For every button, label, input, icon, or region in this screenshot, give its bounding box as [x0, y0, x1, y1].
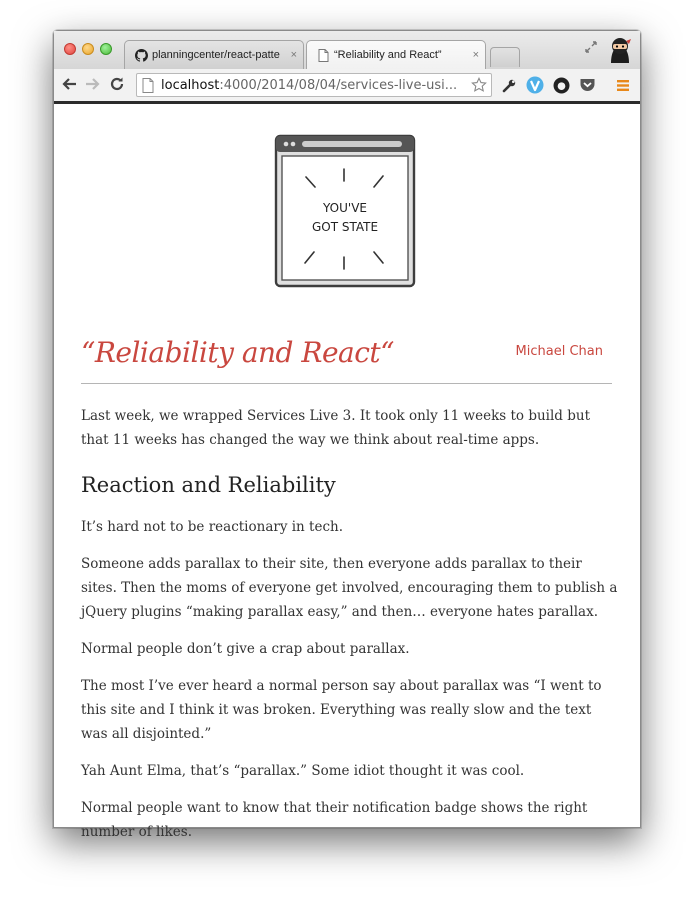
tab-strip: [54, 31, 640, 69]
menu-icon[interactable]: [614, 76, 632, 94]
page-content: [54, 104, 640, 840]
window-close-button[interactable]: [64, 43, 76, 55]
page-icon: [142, 78, 154, 93]
tab-close-icon[interactable]: ×: [290, 49, 297, 61]
address-bar[interactable]: [136, 73, 492, 97]
post-author[interactable]: Michael Chan: [515, 344, 603, 359]
profile-avatar[interactable]: [608, 37, 632, 65]
github-icon[interactable]: [552, 76, 570, 94]
tab-reliability-and-react[interactable]: [306, 40, 486, 69]
url-path: :4000/2014/08/04/services-live-usi...: [219, 77, 458, 93]
illustration-text: GOT STATE: [311, 220, 379, 234]
article-body: [81, 404, 618, 857]
paragraph: Normal people don’t give a crap about parallax.: [81, 641, 410, 657]
page-icon: [316, 48, 330, 62]
paragraph: Yah Aunt Elma, that’s “parallax.” Some idiot thought it was cool.: [81, 763, 525, 779]
back-arrow-icon[interactable]: [60, 75, 78, 93]
post-title: “Reliability and React“: [81, 336, 394, 369]
window-minimize-button[interactable]: [82, 43, 94, 55]
tab-close-icon[interactable]: ×: [472, 49, 479, 61]
intro-paragraph: Last week, we wrapped Services Live 3. It took only 11 weeks to build but that 11 weeks has changed the way we think about real-time apps.: [81, 408, 590, 448]
pocket-icon[interactable]: [578, 76, 596, 94]
url-host: localhost: [161, 77, 220, 93]
tab-github[interactable]: [124, 40, 304, 69]
new-tab-button[interactable]: [490, 47, 520, 67]
browser-toolbar: [54, 69, 640, 104]
window-zoom-button[interactable]: [100, 43, 112, 55]
github-icon: [134, 48, 148, 62]
paragraph: Normal people want to know that their notification badge shows the right number of likes.: [81, 800, 588, 840]
section-heading: Reaction and Reliability: [81, 473, 336, 497]
illustration-text: YOU'VE: [323, 201, 367, 215]
divider: [81, 383, 612, 384]
forward-arrow-icon[interactable]: [84, 75, 102, 93]
tab-title: “Reliability and React”: [334, 49, 442, 61]
wrench-icon[interactable]: [500, 76, 518, 94]
paragraph: Someone adds parallax to their site, then everyone adds parallax to their sites. Then the moms of everyone get involved, encouraging them to publish a jQuery plugins “making parallax easy,” and then… everyone hates parallax.: [81, 556, 618, 620]
fullscreen-icon[interactable]: [584, 39, 598, 53]
v-extension-icon[interactable]: [526, 76, 544, 94]
bookmark-star-icon[interactable]: [471, 77, 487, 93]
browser-illustration: [272, 132, 420, 292]
paragraph: The most I’ve ever heard a normal person say about parallax was “I went to this site and I think it was broken. Everything was really slow and the text was all disjointed.”: [81, 678, 602, 742]
reload-icon[interactable]: [108, 75, 126, 93]
paragraph: It’s hard not to be reactionary in tech.: [81, 519, 344, 535]
tab-title: planningcenter/react-patte: [152, 49, 280, 61]
browser-window: [53, 30, 641, 840]
